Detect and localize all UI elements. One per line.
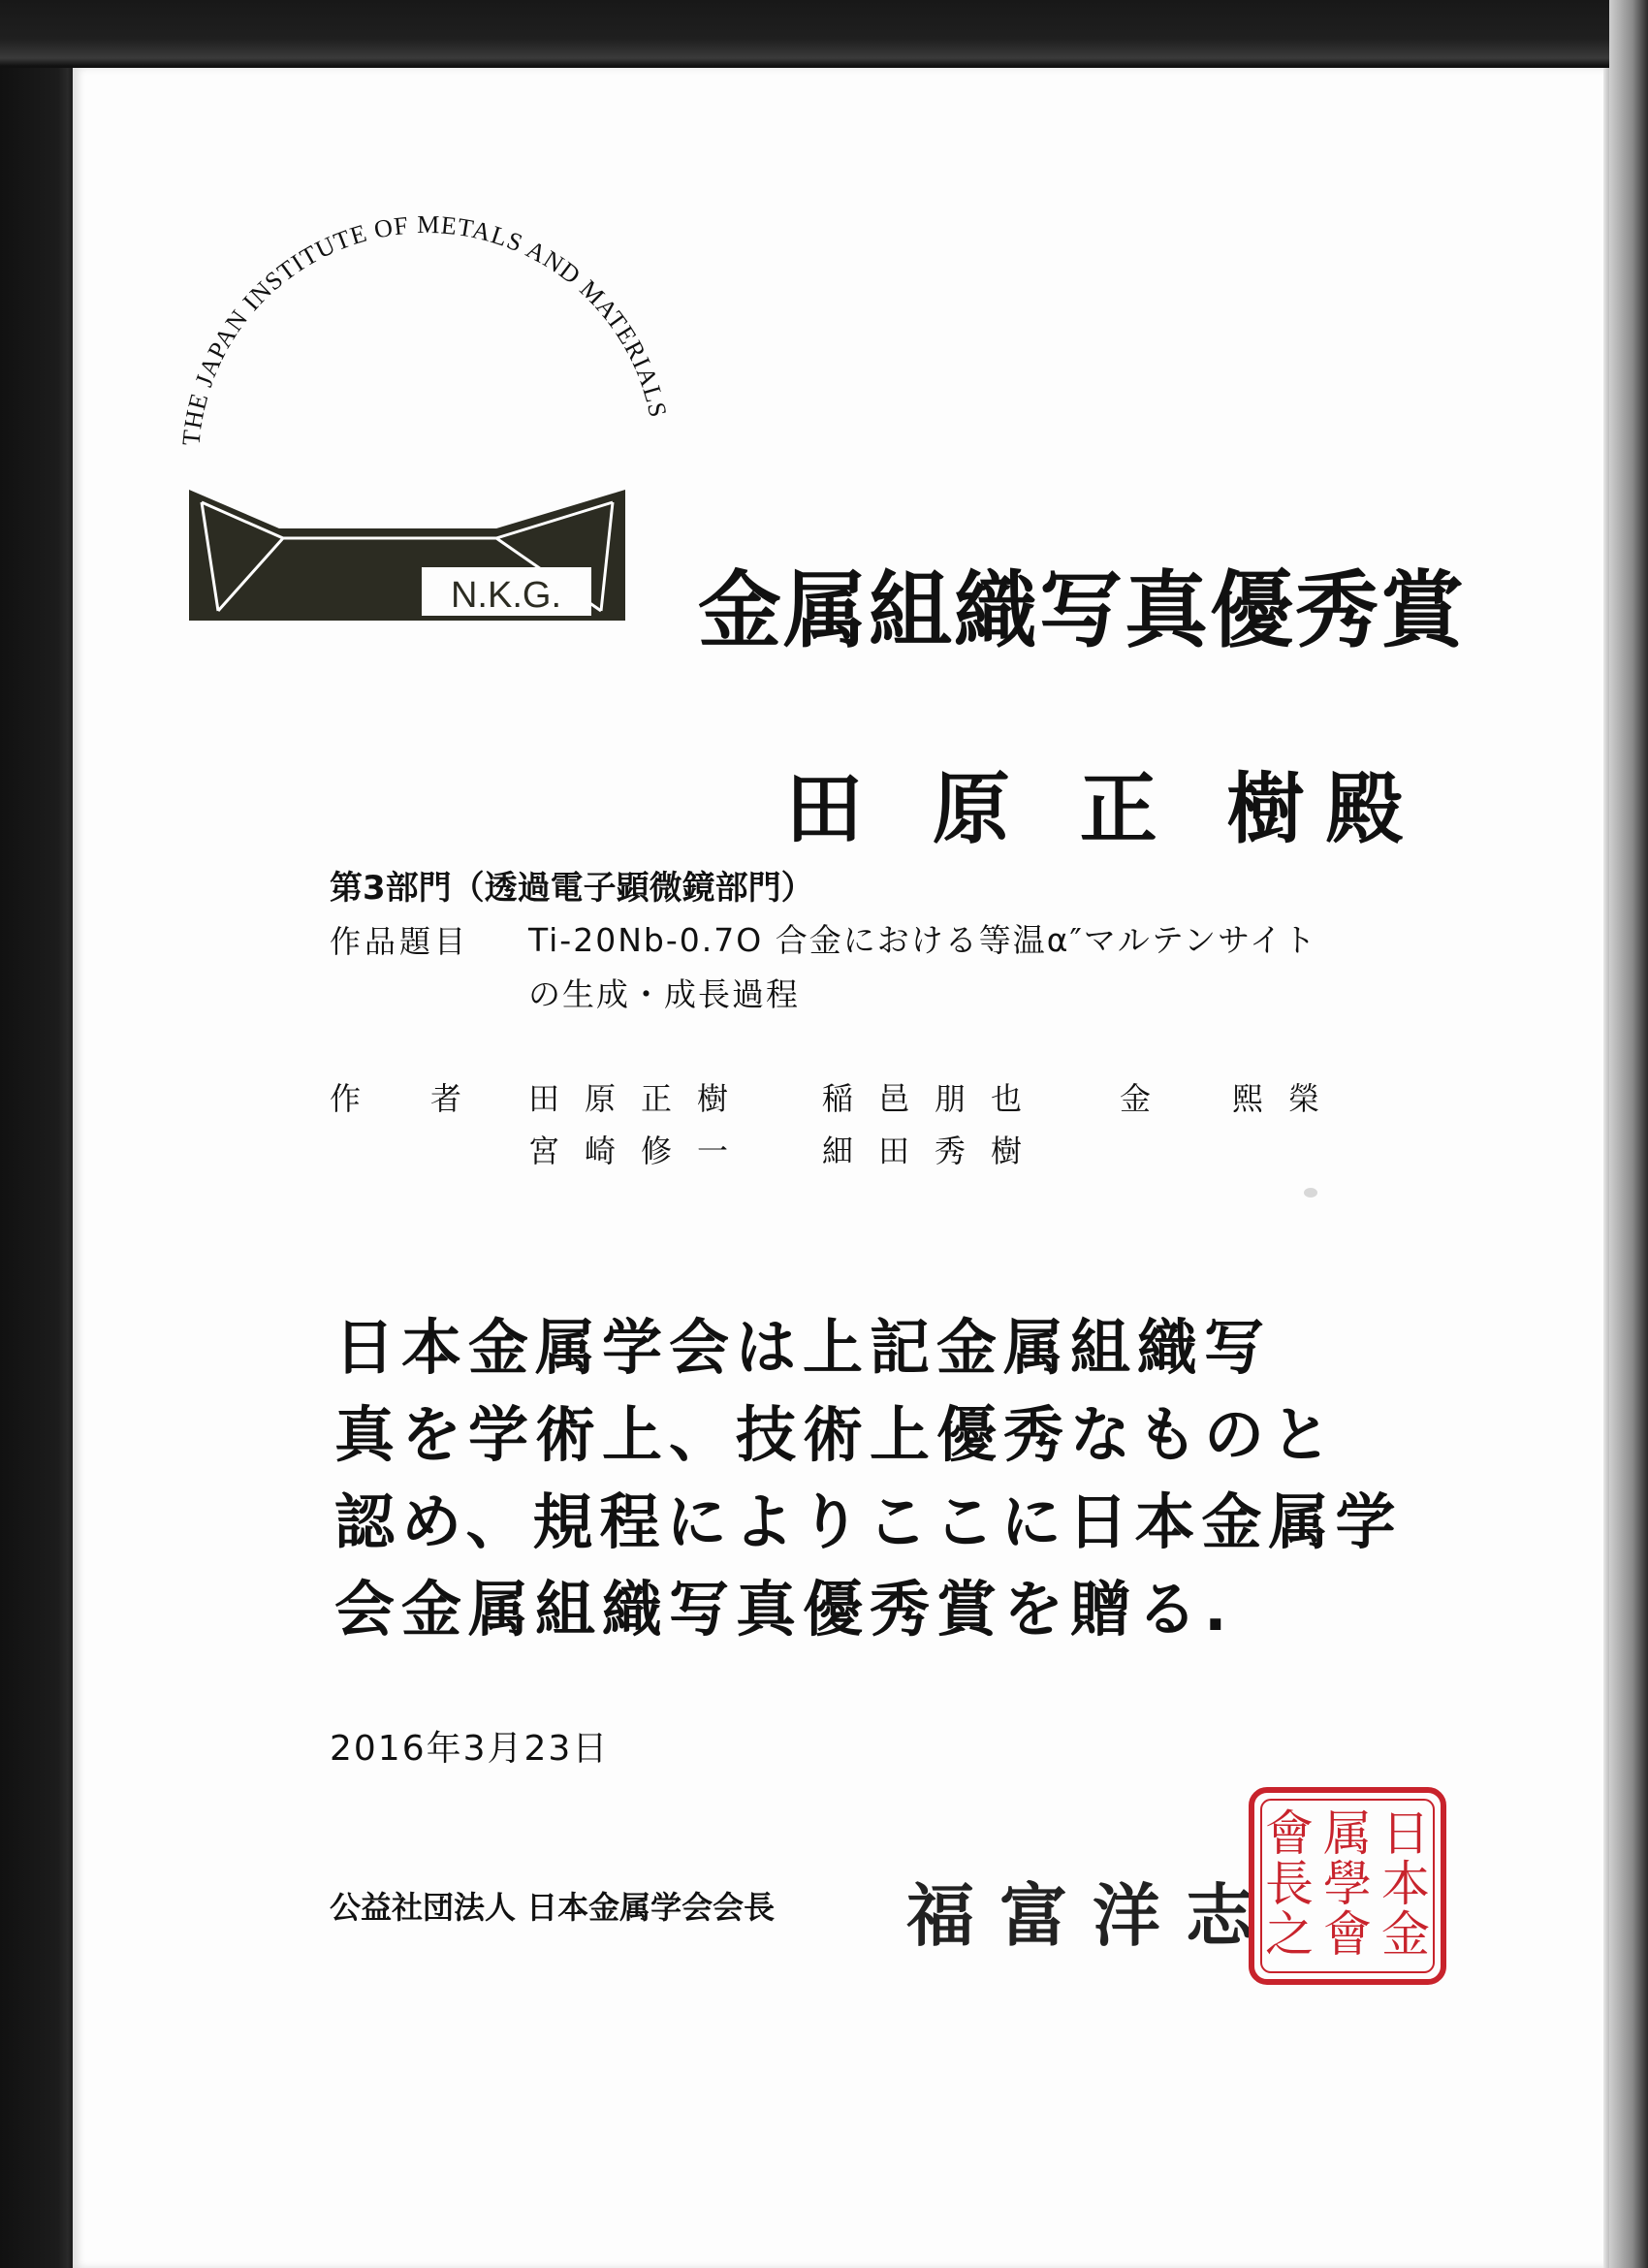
svg-text:會: 會 [1323, 1906, 1372, 1963]
jim-logo [145, 194, 688, 640]
award-section: 第3部門（透過電子顕微鏡部門） [330, 869, 814, 908]
work-title-label: 作品題目 [330, 923, 470, 960]
svg-text:本: 本 [1381, 1856, 1430, 1912]
official-seal [1246, 1784, 1449, 1988]
logo-emblem [189, 490, 625, 621]
svg-text:日: 日 [1381, 1805, 1430, 1862]
frame-top-edge [0, 0, 1648, 68]
award-title: 金属組織写真優秀賞 [698, 561, 1466, 659]
statement-line: 会金属組織写真優秀賞を贈る. [334, 1574, 1234, 1645]
author-name: 稲邑朋也 [822, 1080, 1048, 1117]
statement-line: 認め、規程によりここに日本金属学 [334, 1486, 1403, 1557]
work-title-line1: Ti-20Nb-0.7O 合金における等温α″マルテンサイト [528, 921, 1317, 959]
svg-text:属: 属 [1323, 1805, 1372, 1862]
frame-right-edge [1609, 0, 1648, 2268]
organization-title: 公益社団法人 日本金属学会会長 [330, 1889, 776, 1926]
award-date: 2016年3月23日 [330, 1729, 610, 1769]
logo-badge-text: N.K.G. [450, 575, 562, 616]
svg-text:金: 金 [1381, 1906, 1430, 1963]
svg-text:學: 學 [1323, 1856, 1372, 1912]
paper-edge [1603, 68, 1609, 2268]
recipient-name: 田 原 正 樹殿 [785, 763, 1425, 854]
logo-arc-text: THE JAPAN INSTITUTE OF METALS AND MATERIALS [176, 209, 673, 447]
author-name: 宮崎修一 [528, 1133, 754, 1169]
president-signature: 福富洋志 [906, 1875, 1279, 1956]
statement-line: 真を学術上、技術上優秀なものと [334, 1399, 1339, 1470]
svg-text:之: 之 [1265, 1906, 1314, 1963]
work-title-line2: の生成・成長過程 [528, 975, 800, 1013]
authors-label: 作者 [330, 1080, 532, 1117]
svg-text:會: 會 [1265, 1805, 1314, 1862]
author-name: 金 熙榮 [1120, 1080, 1346, 1117]
author-name: 細田秀樹 [822, 1133, 1048, 1169]
author-name: 田原正樹 [528, 1080, 754, 1117]
statement-line: 日本金属学会は上記金属組織写 [334, 1312, 1272, 1383]
paper-smudge [1304, 1188, 1317, 1198]
svg-text:長: 長 [1265, 1856, 1314, 1912]
